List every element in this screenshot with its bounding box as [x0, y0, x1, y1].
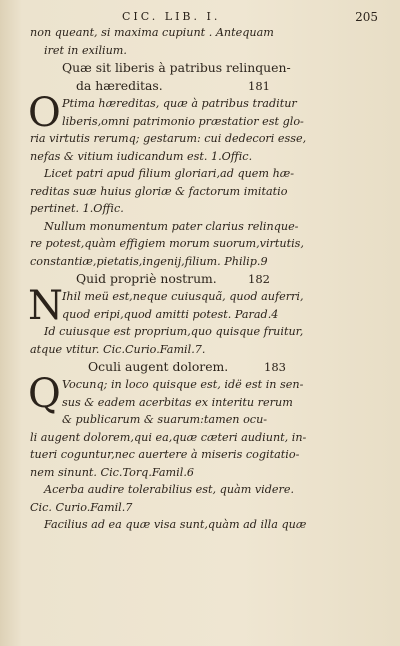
- section-number: 182: [248, 272, 270, 286]
- text-line: nefas & vitium iudicandum est. 1.Offic.: [30, 149, 253, 163]
- section-heading-183: [30, 358, 375, 376]
- text-line: constantiæ,pietatis,ingenij,filium. Philip.9: [30, 254, 268, 268]
- text-line: Id cuiusque est proprium,quo quisque fruitur,: [44, 325, 304, 338]
- text-line: quod eripi,quod amitti potest. Parad.4: [62, 307, 279, 321]
- section-number: 183: [264, 360, 286, 374]
- text-line: nem sinunt. Cic.Torq.Famil.6: [30, 465, 194, 479]
- section-heading-181-cont: [30, 77, 375, 95]
- heading-text: Quid propriè nostrum.: [76, 271, 217, 286]
- text-line: atque vtitur. Cic.Curio.Famil.7.: [30, 342, 206, 356]
- text-line: Facilius ad ea quæ visa sunt,quàm ad illa quæ: [44, 518, 307, 531]
- text-line: Cic. Curio.Famil.7: [30, 500, 133, 514]
- text-line: li augent dolorem,qui ea,quæ cæteri audiunt, in-: [30, 430, 307, 444]
- section-heading-182: [30, 270, 375, 288]
- section-heading-181: [30, 59, 375, 77]
- paragraph-183-a: [28, 371, 375, 481]
- text-line: Ptima hæreditas, quæ à patribus traditur: [62, 97, 297, 110]
- text-line: Acerba audire tolerabilius est, quàm videre.: [44, 483, 295, 496]
- text-line: pertinet. 1.Offic.: [30, 202, 124, 215]
- running-head: CIC. LIB. I.: [122, 10, 221, 23]
- drop-capital: O: [28, 90, 61, 136]
- drop-capital: N: [28, 283, 63, 329]
- text-line: non queant, si maxima cupiunt . Antequam: [30, 26, 274, 39]
- text-line: tueri coguntur,nec auertere à miseris cogitatio-: [30, 448, 300, 461]
- text-line: Ihil meü est,neque cuiusquã, quod auferri,: [62, 290, 304, 303]
- paragraph-182-a: [28, 283, 375, 329]
- text-line: re potest,quàm effigiem morum suorum,virtutis,: [30, 237, 304, 250]
- paragraph-181-a: [28, 90, 375, 165]
- text-line: Nullum monumentum pater clarius relinque-: [44, 219, 299, 233]
- page-number: 205: [355, 10, 378, 24]
- text-line: ria virtutis rerumq; gestarum: cui dedecori esse,: [30, 132, 307, 145]
- heading-text: Quæ sit liberis à patribus relinquen-: [62, 60, 291, 75]
- text-line: sus & eadem acerbitas ex interitu rerum: [62, 395, 293, 409]
- text-line: iret in exilium.: [44, 43, 127, 57]
- heading-text: Oculi augent dolorem.: [88, 359, 229, 374]
- drop-capital: Q: [28, 371, 61, 417]
- heading-text: da hæreditas.: [76, 78, 163, 93]
- text-line: Licet patri apud filium gloriari,ad quem hæ-: [44, 167, 295, 180]
- section-number: 181: [248, 79, 270, 93]
- text-line: Vocunq; in loco quisque est, idë est in sen-: [62, 378, 304, 391]
- text-line: & publicarum & suarum:tamen ocu-: [62, 413, 268, 426]
- text-line: reditas suæ huius gloriæ & factorum imitatio: [30, 184, 288, 198]
- text-block: [30, 24, 375, 534]
- text-line: liberis,omni patrimonio præstatior est glo-: [62, 114, 304, 128]
